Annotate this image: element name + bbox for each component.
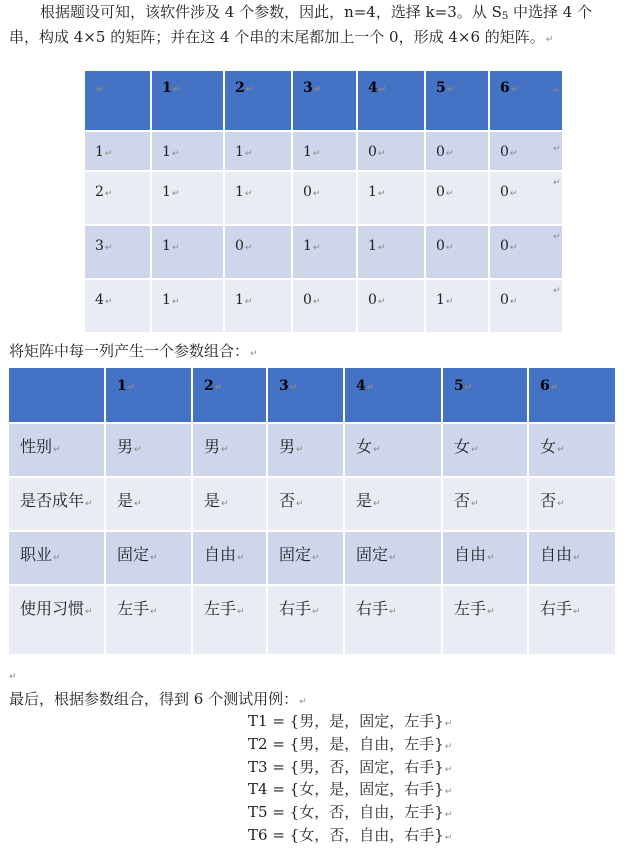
param-cell: 固定↵ — [345, 532, 443, 586]
row-end-mark: ↵ — [553, 178, 561, 188]
matrix-cell: 1↵ — [426, 280, 490, 334]
param-cell: 是↵ — [106, 478, 193, 532]
test-case-list — [248, 712, 452, 849]
param-label-cell: 使用习惯↵ — [9, 586, 106, 656]
row-end-mark: ↵ — [553, 86, 561, 96]
matrix-cell: 1↵ — [293, 132, 358, 172]
param-cell: 左手↵ — [106, 586, 193, 656]
param-header-cell: 4↵ — [345, 368, 443, 424]
test-case: T4 = {女，是，固定，右手}↵ — [248, 780, 453, 799]
matrix-cell: 0↵ — [358, 280, 426, 334]
param-cell: 自由↵ — [443, 532, 529, 586]
matrix-cell: 1↵ — [225, 172, 293, 226]
param-cell: 右手↵ — [345, 586, 443, 656]
matrix-cell: 0↵ — [293, 172, 358, 226]
param-cell: 固定↵ — [268, 532, 345, 586]
intro-text-1: 根据题设可知，该软件涉及 4 个参数，因此，n=4，选择 k=3。从 S — [40, 3, 502, 21]
param-row — [9, 586, 617, 656]
matrix-cell: 0↵ — [490, 132, 564, 172]
matrix-cell: 1↵ — [85, 132, 152, 172]
param-cell: 自由↵ — [529, 532, 617, 586]
matrix-cell: 2↵ — [85, 172, 152, 226]
matrix-row — [85, 172, 564, 226]
param-header-cell: 6↵ — [529, 368, 617, 424]
matrix-header-cell: 3↵ — [293, 71, 358, 132]
matrix-cell: 0↵ — [490, 226, 564, 280]
param-cell: 左手↵ — [193, 586, 268, 656]
test-case: T3 = {男，否，固定，右手}↵ — [248, 757, 453, 776]
param-cell: 女↵ — [529, 424, 617, 478]
matrix-cell: 1↵ — [293, 226, 358, 280]
test-case: T6 = {女，否，自由，右手}↵ — [248, 825, 453, 844]
param-header-cell: 5↵ — [443, 368, 529, 424]
param-label-cell: 是否成年↵ — [9, 478, 106, 532]
matrix-cell: 0↵ — [426, 226, 490, 280]
matrix-cell: 1↵ — [152, 226, 225, 280]
matrix-cell: 0↵ — [426, 172, 490, 226]
param-cell: 否↵ — [443, 478, 529, 532]
paragraph-mark: ↵ — [545, 35, 554, 45]
intro-subscript: 5 — [501, 11, 509, 22]
matrix-header-row — [85, 71, 564, 132]
empty-paragraph-mark: ↵ — [9, 672, 17, 682]
param-cell: 左手↵ — [443, 586, 529, 656]
param-cell: 自由↵ — [193, 532, 268, 586]
test-case: T2 = {男，是，自由，左手}↵ — [248, 734, 453, 753]
row-end-mark: ↵ — [553, 286, 561, 296]
param-cell: 女↵ — [443, 424, 529, 478]
matrix-header-cell: 6↵ — [490, 71, 564, 132]
matrix-header-cell: ↵ — [85, 71, 152, 132]
param-row — [9, 532, 617, 586]
matrix-header-cell: 5↵ — [426, 71, 490, 132]
matrix-cell: 0↵ — [225, 226, 293, 280]
intro-text-2: 中选择 4 个串，构成 4×5 的矩阵；并在这 4 个串的末尾都加上一个 0，形成 4×6 的矩阵。 — [9, 3, 593, 46]
param-cell: 是↵ — [345, 478, 443, 532]
param-header-cell: 3↵ — [268, 368, 345, 424]
combo-sentence: 将矩阵中每一列产生一个参数组合：↵ — [9, 342, 258, 360]
param-cell: 右手↵ — [529, 586, 617, 656]
param-cell: 否↵ — [268, 478, 345, 532]
matrix-cell: 4↵ — [85, 280, 152, 334]
test-case: T5 = {女，否，自由，左手}↵ — [248, 803, 453, 822]
param-header-cell: 1↵ — [106, 368, 193, 424]
matrix-header-cell: 1↵ — [152, 71, 225, 132]
param-label-cell: 职业↵ — [9, 532, 106, 586]
matrix-cell: 0↵ — [293, 280, 358, 334]
matrix-cell: 1↵ — [152, 172, 225, 226]
matrix-row — [85, 280, 564, 334]
param-label-cell: 性别↵ — [9, 424, 106, 478]
matrix-cell: 1↵ — [225, 280, 293, 334]
matrix-cell: 1↵ — [152, 132, 225, 172]
matrix-cell: 1↵ — [358, 226, 426, 280]
matrix-cell: 0↵ — [426, 132, 490, 172]
intro-paragraph — [9, 2, 619, 51]
matrix-cell: 3↵ — [85, 226, 152, 280]
matrix-cell: 0↵ — [358, 132, 426, 172]
row-end-mark: ↵ — [553, 144, 561, 154]
param-table — [9, 368, 617, 656]
matrix-cell: 1↵ — [358, 172, 426, 226]
param-row — [9, 424, 617, 478]
param-header-row — [9, 368, 617, 424]
param-cell: 男↵ — [268, 424, 345, 478]
param-cell: 是↵ — [193, 478, 268, 532]
matrix-row — [85, 226, 564, 280]
param-row — [9, 478, 617, 532]
param-cell: 否↵ — [529, 478, 617, 532]
matrix-cell: 1↵ — [152, 280, 225, 334]
param-header-cell — [9, 368, 106, 424]
matrix-cell: 1↵ — [225, 132, 293, 172]
test-case: T1 = {男，是，固定，左手}↵ — [248, 712, 453, 730]
param-header-cell: 2↵ — [193, 368, 268, 424]
final-sentence: 最后，根据参数组合，得到 6 个测试用例：↵ — [9, 690, 307, 708]
matrix-cell: 0↵ — [490, 280, 564, 334]
matrix-header-cell: 4↵ — [358, 71, 426, 132]
row-end-mark: ↵ — [553, 232, 561, 242]
matrix-cell: 0↵ — [490, 172, 564, 226]
matrix-row — [85, 132, 564, 172]
param-cell: 右手↵ — [268, 586, 345, 656]
param-cell: 男↵ — [193, 424, 268, 478]
matrix-header-cell: 2↵ — [225, 71, 293, 132]
param-cell: 男↵ — [106, 424, 193, 478]
param-cell: 固定↵ — [106, 532, 193, 586]
param-cell: 女↵ — [345, 424, 443, 478]
matrix-table — [85, 71, 564, 334]
